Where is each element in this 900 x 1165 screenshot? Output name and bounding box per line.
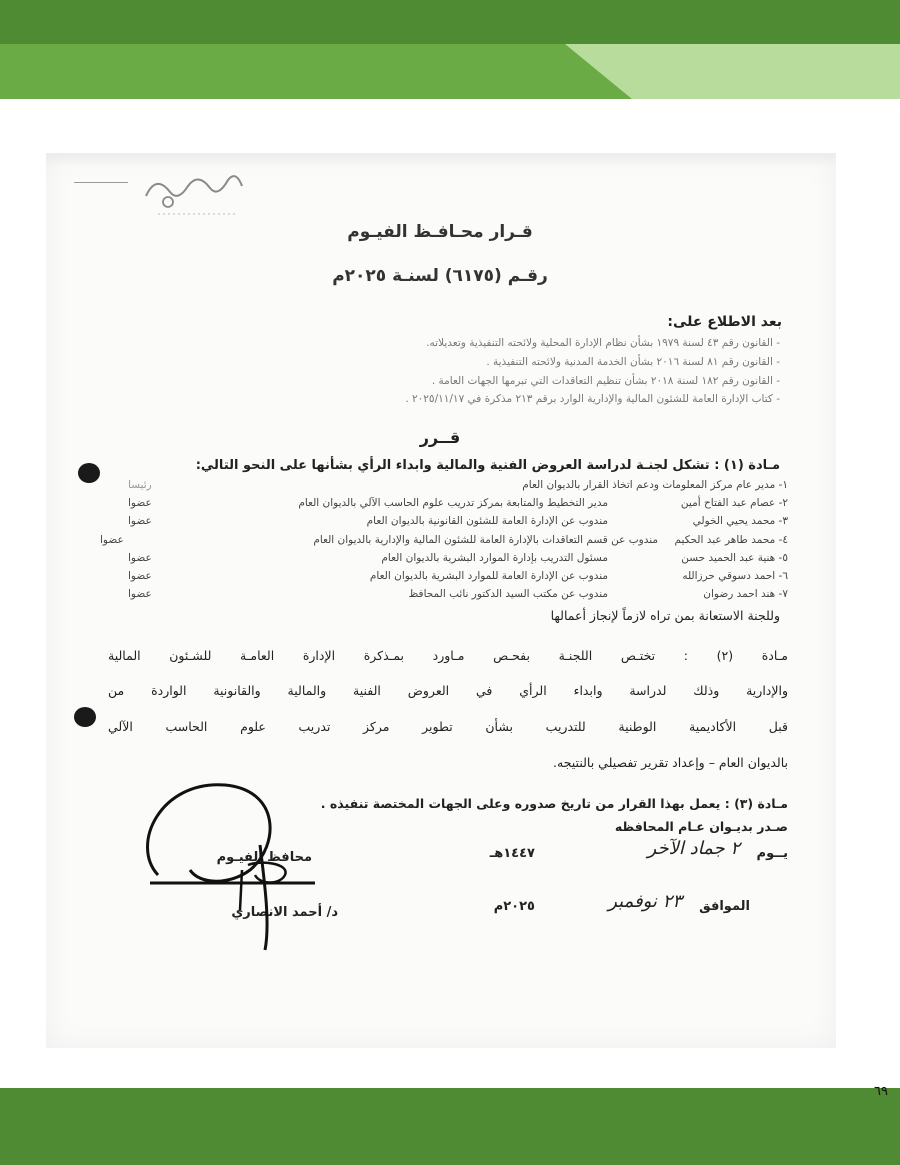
hijri-date-handwritten: ٢ جماد الآخر xyxy=(647,838,740,859)
page-number: ٦٩ xyxy=(874,1084,888,1099)
top-header-band xyxy=(0,0,900,44)
article-1: مـادة (١) : تشكل لجنـة لدراسة العروض الفنية والمالية وابداء الرأي بشأنها على النحو التالي: xyxy=(195,458,780,473)
member-position: مندوب عن الإدارة العامة للموارد البشرية بالديوان العام xyxy=(369,570,608,582)
member-name: ٦- احمد دسوقي حرزالله xyxy=(682,570,788,582)
governor-name: د/ أحمد الانصاري xyxy=(231,905,338,920)
hijri-day-label: يــوم xyxy=(756,846,788,861)
governor-title: محافظ الفيـوم xyxy=(216,850,312,865)
decree-number: رقـم (٦١٧٥) لسنـة ٢٠٢٥م xyxy=(332,266,548,286)
member-role: عضوا xyxy=(128,588,152,600)
member-role: عضوا xyxy=(128,552,152,564)
law-item: - القانون رقم ١٨٢ لسنة ٢٠١٨ بشأن تنظيم التعاقدات التي تبرمها الجهات العامة . xyxy=(431,375,780,387)
member-name: ٣- محمد يحيي الخولي xyxy=(692,515,788,527)
member-name: ٤- محمد طاهر عبد الحكيم xyxy=(674,534,788,546)
fayoum-logo xyxy=(138,166,258,222)
footer-band xyxy=(0,1088,900,1165)
member-role: رئيسا xyxy=(128,479,152,491)
law-item: - كتاب الإدارة العامة للشئون المالية والإدارية الوارد برقم ٢١٣ مذكرة في ٢٠٢٥/١١/١٧ . xyxy=(405,393,780,405)
committee-member xyxy=(128,515,788,533)
committee-helpers-clause: وللجنة الاستعانة بمن تراه لازماً لإنجاز أعمالها xyxy=(550,608,780,623)
article-2-line: بالديوان العام – وإعداد تقرير تفصيلي بالنتيجه. xyxy=(553,755,788,770)
member-role: عضوا xyxy=(128,515,152,527)
issued-at: صـدر بديـوان عـام المحافظه xyxy=(614,819,788,834)
decided-heading: قــرر xyxy=(419,428,461,447)
member-position: مدير التخطيط والمتابعة بمركز تدريب علوم الحاسب الآلي بالديوان العام xyxy=(298,497,608,509)
article-2-line: مـادة (٢) : تختـص اللجنـة بفحـص مـاورد بمـذكرة الإدارة العامـة للشـئون المالية xyxy=(108,648,788,663)
article-2-line: والإدارية وذلك لدراسة وابداء الرأي في العروض الفنية والمالية والقانونية الواردة من xyxy=(108,683,788,698)
binder-hole xyxy=(78,463,100,483)
decree-title: قـرار محـافـظ الفيـوم xyxy=(347,222,533,242)
committee-member xyxy=(100,534,788,552)
committee-member xyxy=(128,497,788,515)
article-3: مـادة (٣) : يعمل بهذا القرار من تاريخ صدوره وعلى الجهات المختصة تنفيذه . xyxy=(320,796,788,811)
gregorian-year: ٢٠٢٥م xyxy=(493,899,535,914)
binder-hole xyxy=(74,707,96,727)
hijri-year: ١٤٤٧هـ xyxy=(489,846,535,861)
member-position: مندوب عن قسم التعاقدات بالإدارة العامة للشئون المالية والإدارية بالديوان العام xyxy=(313,534,658,546)
member-name: ٧- هند احمد رضوان xyxy=(703,588,788,600)
member-role: عضوا xyxy=(100,534,124,546)
member-role: عضوا xyxy=(128,497,152,509)
scan-top-shadow xyxy=(46,153,836,167)
member-position: مندوب عن مكتب السيد الدكتور نائب المحافظ xyxy=(408,588,608,600)
member-position: مندوب عن الإدارة العامة للشئون القانونية بالديوان العام xyxy=(366,515,608,527)
article-2-line: قبل الأكاديمية الوطنية للتدريب بشأن تطوير مركز تدريب علوم الحاسب الآلي xyxy=(108,719,788,734)
after-review-heading: بعد الاطلاع على: xyxy=(667,314,782,330)
member-name: ٢- عصام عبد الفتاح أمين xyxy=(680,497,788,509)
member-role: عضوا xyxy=(128,570,152,582)
committee-member xyxy=(128,588,788,606)
logo-divider xyxy=(74,182,128,183)
gregorian-date-handwritten: ٢٣ نوفمبر xyxy=(608,891,682,912)
law-item: - القانون رقم ٨١ لسنة ٢٠١٦ بشأن الخدمة المدنية ولائحته التنفيذية . xyxy=(486,356,780,368)
member-position: مسئول التدريب بإدارة الموارد البشرية بالديوان العام xyxy=(381,552,608,564)
gregorian-label: الموافق xyxy=(699,899,750,914)
member-name: ١- مدير عام مركز المعلومات ودعم اتخاذ القرار بالديوان العام xyxy=(522,479,788,491)
committee-member xyxy=(128,479,788,497)
committee-member xyxy=(128,552,788,570)
law-item: - القانون رقم ٤٣ لسنة ١٩٧٩ بشأن نظام الإدارة المحلية ولائحته التنفيذية وتعديلاته. xyxy=(426,337,780,349)
member-name: ٥- هنية عبد الحميد حسن xyxy=(681,552,788,564)
committee-member xyxy=(128,570,788,588)
governor-signature xyxy=(130,775,330,955)
